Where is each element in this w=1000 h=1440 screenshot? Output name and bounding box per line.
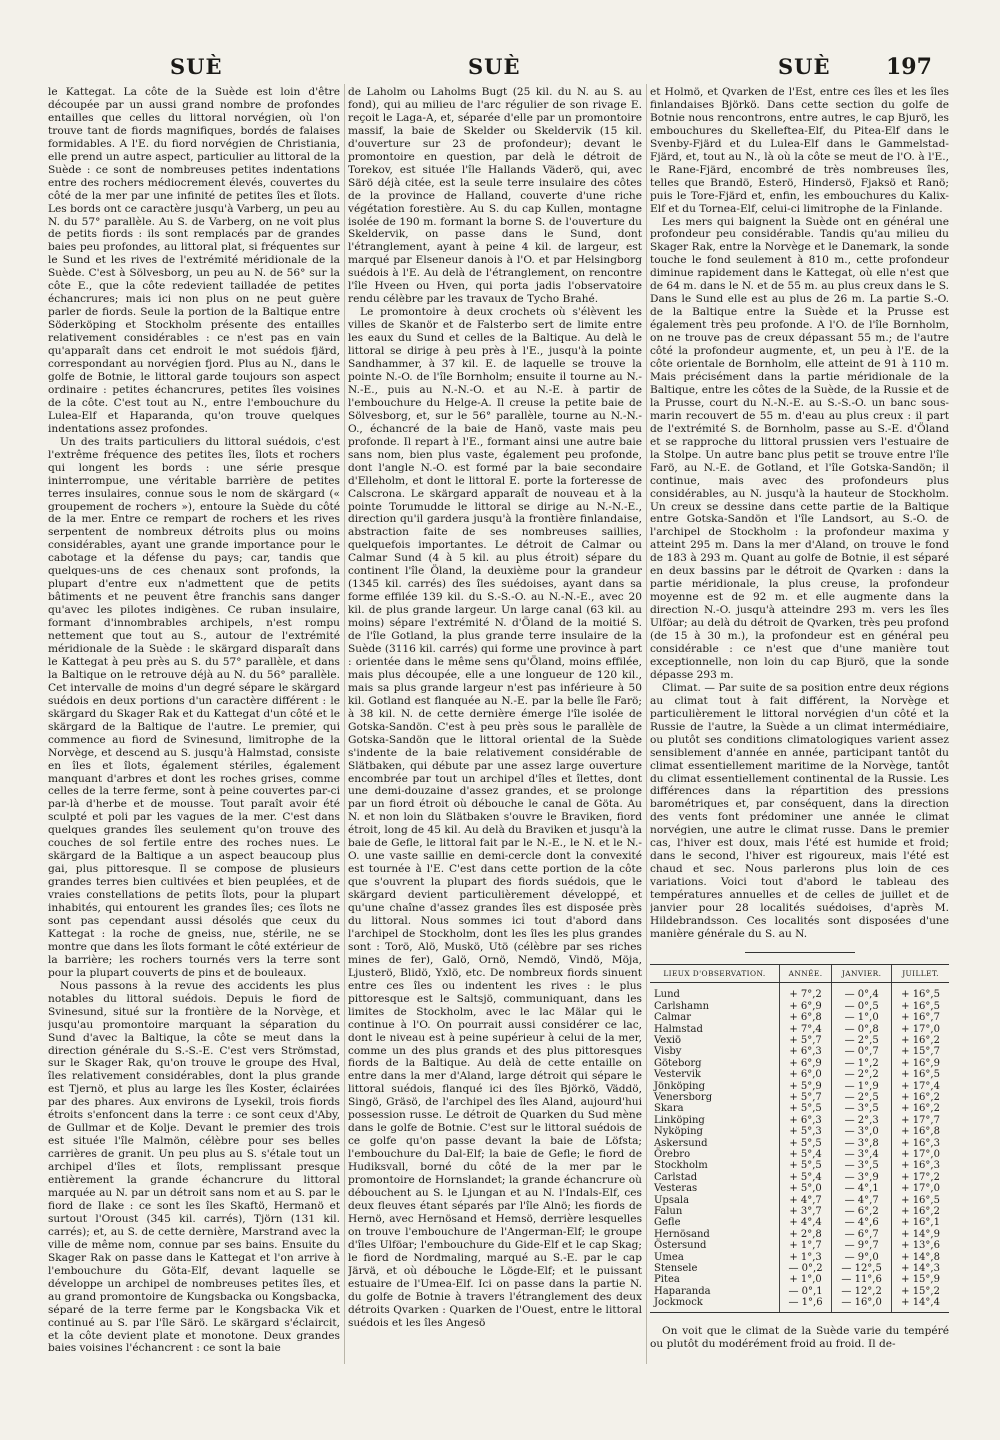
table-row	[650, 1069, 949, 1080]
cell-place: Venersborg	[654, 1091, 713, 1103]
cell-place: Skara	[654, 1103, 684, 1115]
running-head-left: SUÈ	[170, 54, 223, 79]
column-rule	[344, 84, 345, 1364]
cell-year: + 5°,0	[779, 1183, 831, 1194]
table-row	[650, 1160, 949, 1171]
cell-january: — 9°,0	[832, 1252, 892, 1263]
cell-january: — 2°,3	[832, 1115, 892, 1126]
cell-year: + 3°,7	[779, 1206, 831, 1217]
cell-july: + 14°,9	[892, 1229, 949, 1240]
cell-july: + 17°,0	[892, 1183, 949, 1194]
cell-place: Carlstad	[654, 1171, 698, 1183]
paragraph: le Kattegat. La côte de la Suède est loin d'être découpée par un aussi grand nombre de profondes entailles que celles du littoral norvégien, où l'on trouve tant de fiords magnifiques, bordés de falaises formidables. A l'E. du fiord norvégien de Christiania, elle prend un autre aspect, particulier au littoral de la Suède : ce sont de nombreuses petites indentations entre des rochers médiocrement élevés, couvertes du côté de la mer par une infinité de petites îles et îlots. Les bords ont ce caractère jusqu'à Varberg, un peu au N. du 57° parallèle. Au S. de Varberg, on ne voit plus de petits fiords : ils sont remplacés par de grandes baies peu profondes, au littoral plat, si fréquentes sur le Sund et les rives de l'extrémité méridionale de la Suède. C'est à Sölvesborg, un peu au N. de 56° sur la côte E., que la côte redevient tailladée de petites échancrures; mais ici non plus on ne peut guère parler de fiords. Seule la portion de la Baltique entre Söderköping et Stockholm présente des entailles relativement considérables : ce n'est pas en vain qu'apparaît dans cet endroit le mot suédois fjärd, correspondant au norvégien fjord. Plus au N., dans le golfe de Botnie, le littoral garde toujours son aspect ordinaire : petites échancrures, petites îles voisines de la côte. C'est tout au N., entre l'embouchure du Lulea-Elf et Haparanda, qu'on trouve quelques indentations assez profondes.	[48, 86, 340, 435]
cell-july: + 16°,5	[892, 1069, 949, 1080]
cell-january: — 3°,9	[832, 1172, 892, 1183]
column-header-july: JUILLET.	[892, 964, 949, 982]
cell-place: Vestervik	[654, 1069, 701, 1081]
cell-july: + 16°,2	[892, 1092, 949, 1103]
cell-july: + 13°,6	[892, 1240, 949, 1251]
cell-place: Stockholm	[654, 1160, 708, 1172]
cell-place: Visby	[654, 1046, 682, 1058]
table-row	[650, 1035, 949, 1046]
text-column-2	[348, 86, 642, 1386]
table-row	[650, 1001, 949, 1012]
cell-january: — 4°,6	[832, 1217, 892, 1228]
cell-july: + 17°,4	[892, 1081, 949, 1092]
running-head-right: SUÈ	[778, 54, 831, 79]
table-row	[650, 1183, 949, 1194]
section-divider	[745, 952, 855, 953]
table-row	[650, 1252, 949, 1263]
table-row	[650, 1297, 949, 1312]
cell-year: + 5°,7	[779, 1035, 831, 1046]
cell-july: + 15°,2	[892, 1286, 949, 1297]
cell-january: — 0°,5	[832, 1001, 892, 1012]
cell-year: + 5°,4	[779, 1149, 831, 1160]
cell-july: + 14°,8	[892, 1252, 949, 1263]
cell-january: — 0°,7	[832, 1046, 892, 1057]
cell-place: Pitea	[654, 1274, 680, 1286]
cell-july: + 16°,5	[892, 1195, 949, 1206]
cell-january: — 12°,2	[832, 1286, 892, 1297]
cell-january: — 9°,7	[832, 1240, 892, 1251]
cell-place: Haparanda	[654, 1285, 711, 1297]
table-row	[650, 1195, 949, 1206]
table-row	[650, 1024, 949, 1035]
table-row	[650, 1103, 949, 1114]
cell-january: — 16°,0	[832, 1297, 892, 1312]
cell-july: + 14°,3	[892, 1263, 949, 1274]
cell-july: + 14°,4	[892, 1297, 949, 1312]
cell-january: — 0°,8	[832, 1024, 892, 1035]
cell-january: — 6°,2	[832, 1206, 892, 1217]
table-row	[650, 1126, 949, 1137]
cell-year: + 5°,5	[779, 1103, 831, 1114]
table-row	[650, 1172, 949, 1183]
cell-july: + 16°,2	[892, 1103, 949, 1114]
cell-january: — 6°,7	[832, 1229, 892, 1240]
cell-year: + 5°,7	[779, 1092, 831, 1103]
cell-place: Calmar	[654, 1012, 692, 1024]
cell-place: Stensele	[654, 1263, 698, 1275]
paragraph: Le promontoire à deux crochets où s'élèvent les villes de Skanör et de Falsterbo sert de limite entre les eaux du Sund et celles de la Baltique. Au delà le littoral se dirige à peu près à l'E., jusqu'à la pointe Sandhammer, à 37 kil. E. de laquelle se trouve la pointe N.-O. de l'île Bornholm; ensuite il tourne au N.-N.-E., puis au N.-N.-O. et au N.-E. à partir de l'embouchure du Helge-A. Il creuse la petite baie de Sölvesborg, et, sur le 56° parallèle, tourne au N.-N.-O., échancré de la baie de Hanö, vaste mais peu profonde. Il repart à l'E., formant ainsi une autre baie sans nom, bien plus vaste, également peu profonde, dont l'angle N.-O. est formé par la baie secondaire d'Elleholm, et dont le littoral E. porte la forteresse de Calscrona. Le skärgard apparaît de nouveau et à la pointe Torumudde le littoral se dirige au N.-N.-E., direction qu'il gardera jusqu'à la frontière finlandaise, abstraction faite de ses nombreuses saillies, quelquefois importantes. Le détroit de Calmar ou Calmar Sund (4 à 5 kil. au plus étroit) sépare du continent l'île Öland, la deuxième pour la grandeur (1345 kil. carrés) des îles suédoises, ayant dans sa forme effilée 139 kil. du S.-S.-O. au N.-N.-E., avec 20 kil. de plus grande largeur. Un large canal (63 kil. au moins) sépare l'extrémité N. d'Öland de la moitié S. de l'île Gotland, la plus grande terre insulaire de la Suède (3116 kil. carrés) qui forme une province à part : orientée dans le même sens qu'Öland, moins effilée, mais plus découpée, elle a une longueur de 120 kil., mais sa plus grande largeur n'est pas inférieure à 50 kil. Gotland est flanquée au N.-E. par la belle île Farö; à 38 kil. N. de cette dernière émerge l'île isolée de Gotska-Sandön. C'est à peu près sous le parallèle de Gotska-Sandön que le littoral oriental de la Suède s'indente de la baie relativement considérable de Slätbaken, qui débute par une assez large ouverture encombrée par tout un archipel d'îles et îlettes, dont une demi-douzaine d'assez grandes, et se prolonge par un fiord étroit où débouche le canal de Göta. Au N. et non loin du Slätbaken s'ouvre le Braviken, fiord étroit, long de 45 kil. Au delà du Braviken et jusqu'à la baie de Gefle, le littoral fait par le N.-E., le N. et le N.-O. une vaste saillie en demi-cercle dont la convexité est tournée à l'E. C'est dans cette portion de la côte que s'ouvrent la plupart des fiords suédois, que le skärgard devient particulièrement développé, et qu'une chaîne d'assez grandes îles est disposée près du littoral. Nous sommes ici tout d'abord dans l'archipel de Stockholm, dont les îles les plus grandes sont : Torö, Alö, Muskö, Utö (célèbre par ses riches mines de fer), Galö, Ornö, Nemdö, Vindö, Möja, Ljusterö, Blidö, Yxlö, etc. De nombreux fiords sinuent entre ces îles ou indentent les rives : le plus pittoresque est le Saltsjö, communiquant, dans les limites de Stockholm, avec le lac Mälar qui le continue à l'O. On pourrait aussi considérer ce lac, dont le niveau est à peine supérieur à celui de la mer, comme un des plus grands et des plus pittoresques fiords de la Baltique. Au delà de cette entaille on entre dans la mer d'Aland, large détroit qui sépare le littoral suédois, flanqué ici des îles Björkö, Väddö, Singö, Gräsö, de l'archipel des îles Aland, aujourd'hui possession russe. Le détroit de Quarken du Sud mène dans le golfe de Botnie. C'est sur le littoral suédois de ce golfe qu'on passe devant la baie de Löfsta; l'embouchure du Dal-Elf; la baie de Gefle; le fiord de Hudiksvall, borné du côté de la mer par le promontoire de Hornslandet; la grande échancrure où débouchent au S. le Ljungan et au N. l'Indals-Elf, ces deux fleuves étant séparés par l'île Alnö; les fiords de Hernö, avec Hernösand et Hemsö, derrière lesquelles on trouve l'embouchure de l'Angerman-Elf; le groupe d'îles Ulföar; l'embouchure du Gide-Elf et le cap Skag; le fiord de Nordmaling, marqué au S.-E. par le cap Järvä, et où débouche le Lögde-Elf; et le puissant estuaire de l'Umea-Elf. Ici on passe dans la partie N. du golfe de Botnie à travers l'étranglement des deux détroits Qvarken : Quarken de l'Ouest, entre le littoral suédois et les îles Angesö	[348, 306, 642, 1329]
cell-july: + 17°,0	[892, 1149, 949, 1160]
cell-january: — 3°,5	[832, 1103, 892, 1114]
table-row	[650, 1115, 949, 1126]
column-header-place: LIEUX D'OBSERVATION.	[650, 964, 779, 982]
cell-year: + 1°,3	[779, 1252, 831, 1263]
text-column-3	[650, 86, 949, 1391]
cell-july: + 16°,5	[892, 983, 949, 1001]
cell-july: + 15°,9	[892, 1274, 949, 1285]
cell-year: + 5°,5	[779, 1138, 831, 1149]
cell-january: — 1°,0	[832, 1012, 892, 1023]
cell-july: + 16°,7	[892, 1012, 949, 1023]
paragraph: et Holmö, et Qvarken de l'Est, entre ces îles et les îles finlandaises Björkö. Dans cette section du golfe de Botnie nous rencontrons, entre autres, le cap Bjurö, les embouchures du Skelleftea-Elf, du Pitea-Elf dans le Svenby-Fjärd et du Lulea-Elf dans le Gammelstad-Fjärd, et, tout au N., là où la côte se meut de l'O. à l'E., le Rane-Fjärd, encombré de très nombreuses îles, telles que Brandö, Esterö, Hindersö, Fjaksö et Ranö; puis le Tore-Fjärd et, enfin, les embouchures du Kalix-Elf et du Tornea-Elf, celui-ci limitrophe de la Finlande.	[650, 86, 949, 215]
temperature-table	[650, 964, 949, 1313]
cell-year: + 5°,9	[779, 1081, 831, 1092]
cell-year: + 5°,5	[779, 1160, 831, 1171]
cell-place: Linköping	[654, 1114, 705, 1126]
cell-january: — 3°,0	[832, 1126, 892, 1137]
cell-year: + 2°,8	[779, 1229, 831, 1240]
cell-july: + 16°,3	[892, 1160, 949, 1171]
cell-place: Östersund	[654, 1240, 707, 1252]
cell-place: Nyköping	[654, 1126, 703, 1138]
cell-place: Upsala	[654, 1194, 690, 1206]
cell-january: — 4°,7	[832, 1195, 892, 1206]
cell-place: Askersund	[654, 1137, 708, 1149]
cell-place: Vesteras	[654, 1183, 698, 1195]
cell-january: — 2°,5	[832, 1035, 892, 1046]
table-row	[650, 1012, 949, 1023]
table-row	[650, 1081, 949, 1092]
cell-january: — 1°,9	[832, 1081, 892, 1092]
table-row	[650, 1217, 949, 1228]
cell-july: + 16°,1	[892, 1217, 949, 1228]
cell-year: + 1°,7	[779, 1240, 831, 1251]
cell-year: + 7°,4	[779, 1024, 831, 1035]
cell-place: Vexiö	[654, 1034, 682, 1046]
page-number: 197	[886, 54, 932, 80]
cell-january: — 2°,2	[832, 1069, 892, 1080]
paragraph: Nous passons à la revue des accidents les plus notables du littoral suédois. Depuis le fiord de Svinesund, situé sur la frontière de la Norvège, et jusqu'au promontoire marquant la séparation du Sund d'avec la Baltique, la côte se meut dans la direction générale du S.-S.-E. C'est vers Strömstad, sur le Skager Rak, qu'on trouve le groupe des Hval, îles relativement considérables, dont la plus grande est Tjernö, et plus au large les îles Koster, éclairées par des phares. Aux environs de Lysekil, trois fiords étroits s'enfoncent dans la terre : ce sont ceux d'Aby, de Gullmar et de Kolje. Devant le premier des trois est située l'île Malmön, célèbre pour ses belles carrières de granit. Un peu plus au S. s'étale tout un archipel d'îles et îlots, remplissant presque entièrement la grande échancrure du littoral marquée au N. par un détroit sans nom et au S. par le fiord de Ilake : ce sont les îles Skaftö, Hermanö et surtout l'Oroust (345 kil. carrés), Tjörn (131 kil. carrés); et, au S. de cette dernière, Marstrand avec la ville de même nom, connue par ses bains. Ensuite du Skager Rak on passe dans le Kattegat et l'on arrive à l'embouchure du Göta-Elf, devant laquelle se développe un archipel de nombreuses petites îles, et au grand promontoire de Kungsbacka ou Kongsbacka, séparé de la terre ferme par le Kongsbacka Vik et continué au S. par l'île Särö. Le skärgard s'éclaircit, et la côte devient plate et monotone. Deux grandes baies voisines l'échancrent : ce sont la baie	[48, 979, 340, 1355]
cell-year: + 6°,8	[779, 1012, 831, 1023]
cell-july: + 16°,2	[892, 1206, 949, 1217]
table-row	[650, 1286, 949, 1297]
cell-place: Umea	[654, 1251, 684, 1263]
table-row	[650, 1138, 949, 1149]
cell-place: Halmstad	[654, 1023, 703, 1035]
cell-year: + 7°,2	[779, 983, 831, 1001]
paragraph: On voit que le climat de la Suède varie du tempéré ou plutôt du modérément froid au froid. Il de-	[650, 1324, 949, 1350]
cell-place: Carlshamn	[654, 1000, 710, 1012]
cell-july: + 15°,7	[892, 1046, 949, 1057]
cell-july: + 16°,3	[892, 1138, 949, 1149]
cell-july: + 16°,5	[892, 1001, 949, 1012]
cell-july: + 16°,8	[892, 1126, 949, 1137]
column-rule	[646, 84, 647, 1364]
cell-place: Jockmock	[650, 1297, 779, 1312]
cell-place: Lund	[654, 989, 680, 1001]
paragraph: Climat. — Par suite de sa position entre deux régions au climat tout à fait différent, la Norvège et particulièrement le littoral norvégien d'un côté et la Russie de l'autre, la Suède a un climat intermédiaire, ou plutôt ses conditions climatologiques varient assez sensiblement d'année en année, participant tantôt du climat essentiellement maritime de la Norvège, tantôt du climat essentiellement continental de la Russie. Les différences dans la répartition des pressions barométriques et, par conséquent, dans la direction des vents font prédominer une année le climat norvégien, une autre le climat russe. Dans le premier cas, l'hiver est doux, mais l'été est humide et froid; dans le second, l'hiver est rigoureux, mais l'été est chaud et sec. Nous parlerons plus loin de ces variations. Voici tout d'abord le tableau des températures annuelles et de celles de juillet et de janvier pour 28 localités suédoises, d'après M. Hildebrandsson. Ces localités sont disposées d'une manière générale du S. au N.	[650, 681, 949, 940]
cell-year: + 6°,9	[779, 1001, 831, 1012]
cell-january: — 11°,6	[832, 1274, 892, 1285]
cell-year: + 6°,3	[779, 1046, 831, 1057]
table-row	[650, 1149, 949, 1160]
cell-july: + 17°,7	[892, 1115, 949, 1126]
cell-july: + 17°,0	[892, 1024, 949, 1035]
cell-january: — 3°,4	[832, 1149, 892, 1160]
text-column-1	[48, 86, 340, 1386]
table-row	[650, 1263, 949, 1274]
cell-place: Hernösand	[654, 1228, 710, 1240]
cell-january: — 12°,5	[832, 1263, 892, 1274]
cell-january: — 3°,5	[832, 1160, 892, 1171]
cell-july: + 16°,2	[892, 1035, 949, 1046]
cell-january: — 1°,2	[832, 1058, 892, 1069]
table-row	[650, 1240, 949, 1251]
column-header-january: JANVIER.	[832, 964, 892, 982]
cell-january: — 0°,4	[832, 983, 892, 1001]
cell-place: Jönköping	[654, 1080, 705, 1092]
table-row	[650, 1092, 949, 1103]
running-head-center: SUÈ	[468, 54, 521, 79]
table-row	[650, 1229, 949, 1240]
cell-place: Gefle	[654, 1217, 681, 1229]
cell-year: — 0°,1	[779, 1286, 831, 1297]
column-header-year: ANNÉE.	[779, 964, 831, 982]
paragraph: de Laholm ou Laholms Bugt (25 kil. du N. au S. au fond), qui au milieu de l'arc régulier de son rivage E. reçoit le Laga-A, et, séparée d'elle par un promontoire massif, la baie de Skelder ou Skeldervik (15 kil. d'ouverture sur 23 de profondeur); devant le promontoire en question, par delà le détroit de Torekov, est située l'île Hallands Väderö, qui, avec Särö déjà citée, est la seule terre insulaire des côtes de la province de Halland, couverte d'une riche végétation forestière. Au S. du cap Kullen, montagne isolée de 190 m. formant la borne S. de l'ouverture du Skeldervik, on passe dans le Sund, dont l'étranglement, ayant à peine 4 kil. de largeur, est marqué par Elseneur danois à l'O. et par Helsingborg suédois à l'E. Au delà de l'étranglement, on rencontre l'île Hveen ou Hven, qui porta jadis l'observatoire rendu célèbre par les travaux de Tycho Brahé.	[348, 86, 642, 306]
cell-january: — 2°,5	[832, 1092, 892, 1103]
cell-year: + 5°,4	[779, 1172, 831, 1183]
cell-year: + 6°,3	[779, 1115, 831, 1126]
table-row	[650, 1274, 949, 1285]
cell-january: — 3°,8	[832, 1138, 892, 1149]
cell-year: + 6°,9	[779, 1058, 831, 1069]
cell-year: — 1°,6	[779, 1297, 831, 1312]
cell-year: + 4°,7	[779, 1195, 831, 1206]
cell-place: Göteborg	[654, 1057, 702, 1069]
cell-year: + 1°,0	[779, 1274, 831, 1285]
cell-year: + 6°,0	[779, 1069, 831, 1080]
table-row	[650, 1058, 949, 1069]
paragraph: Les mers qui baignent la Suède ont en général une profondeur peu considérable. Tandis qu'au milieu du Skager Rak, entre la Norvège et le Danemark, la sonde touche le fond seulement à 810 m., cette profondeur diminue rapidement dans le Kattegat, où elle n'est que de 64 m. dans le N. et de 55 m. au plus creux dans le S. Dans le Sund elle est au plus de 26 m. La partie S.-O. de la Baltique entre la Suède et la Prusse est également très peu profonde. A l'O. de l'île Bornholm, on ne trouve pas de creux dépassant 55 m.; de l'autre côté la profondeur augmente, et, un peu à l'E. de la côte orientale de Bornholm, elle atteint de 91 à 110 m. Mais précisément dans la partie méridionale de la Baltique, entre les côtes de la Suède, de la Russie et de la Prusse, court du N.-N.-E. au S.-S.-O. un banc sous-marin recouvert de 55 m. d'eau au plus creux : il part de l'extrémité S. de Bornholm, passe au S.-E. d'Öland et se rapproche du littoral prussien vers l'estuaire de la Stolpe. Un autre banc plus petit se trouve entre l'île Farö, au N.-E. de Gotland, et l'île Gotska-Sandön; il continue, mais avec des profondeurs plus considérables, au N. jusqu'à la hauteur de Stockholm. Un creux se dessine dans cette partie de la Baltique entre Gotska-Sandön et l'île Landsort, au S.-O. de l'archipel de Stockholm : la profondeur maxima y atteint 295 m. Dans la mer d'Aland, on trouve le fond de 183 à 293 m. Quant au golfe de Botnie, il est séparé en deux bassins par le détroit de Qvarken : dans la partie méridionale, la plus creuse, la profondeur moyenne est de 92 m. et elle augmente dans la direction N.-O. jusqu'à atteindre 293 m. vers les îles Ulföar; au delà du détroit de Qvarken, très peu profond (de 15 à 30 m.), la profondeur est en général peu considérable : ce n'est que d'une manière tout exceptionnelle, non loin du cap Bjurö, que la sonde dépasse 293 m.	[650, 215, 949, 681]
table-row	[650, 1206, 949, 1217]
cell-july: + 17°,2	[892, 1172, 949, 1183]
table-row	[650, 983, 949, 1001]
cell-year: + 4°,4	[779, 1217, 831, 1228]
cell-place: Örebro	[654, 1149, 691, 1160]
cell-year: + 5°,3	[779, 1126, 831, 1137]
table-row	[650, 1046, 949, 1057]
cell-place: Falun	[654, 1206, 683, 1218]
table-header-row	[650, 964, 949, 982]
cell-year: — 0°,2	[779, 1263, 831, 1274]
table-body	[650, 983, 949, 1312]
paragraph: Un des traits particuliers du littoral suédois, c'est l'extrême fréquence des petites îles, îlots et rochers qui longent les bords : une série presque ininterrompue, une véritable barrière de petites terres insulaires, connue sous le nom de skärgard (« groupement de rochers »), entoure la Suède du côté de la mer. Entre ce rempart de rochers et les rives serpentent de nombreux détroits plus ou moins considérables, ayant une grande importance pour le cabotage et la défense du pays; car, tandis que quelques-uns de ces chenaux sont profonds, la plupart d'entre eux n'admettent que de petits bâtiments et ne peuvent être franchis sans danger qu'avec les pilotes indigènes. Ce ruban insulaire, formant d'innombrables archipels, n'est rompu nettement que tout au S., autour de l'extrémité méridionale de la Suède : le skärgard disparaît dans le Kattegat à peu près au S. du 57° parallèle, et dans la Baltique on le retrouve déjà au N. du 56° parallèle. Cet intervalle de moins d'un degré sépare le skärgard suédois en deux portions d'un caractère différent : le skärgard du Skager Rak et du Kattegat d'un côté et le skärgard de la Baltique de l'autre. Le premier, qui commence au fiord de Svinesund, limitrophe de la Norvège, et descend au S. jusqu'à Halmstad, consiste en îles et îlots, également stériles, également manquant d'arbres et dont les roches grises, comme celles de la terre ferme, sont à peine couvertes par-ci par-là d'herbe et de mousse. Tout paraît avoir été sculpté et poli par les vagues de la mer. C'est dans quelques grandes îles seulement qu'on trouve des couches de sol fertile entre des roches nues. Le skärgard de la Baltique a un aspect beaucoup plus gai, plus pittoresque. Il se compose de plusieurs grandes terres bien cultivées et bien peuplées, et de vraies constellations de petits îlots, pour la plupart inhabités, qui entourent les grandes îles; ces îlots ne sont pas cependant aussi désolés que ceux du Kattegat : la roche de gneiss, nue, stérile, ne se montre que dans les îlots formant le côté extérieur de la barrière; les rochers tournés vers la terre sont pour la plupart couverts de pins et de bouleaux.	[48, 435, 340, 979]
cell-july: + 16°,9	[892, 1058, 949, 1069]
cell-january: — 4°,1	[832, 1183, 892, 1194]
